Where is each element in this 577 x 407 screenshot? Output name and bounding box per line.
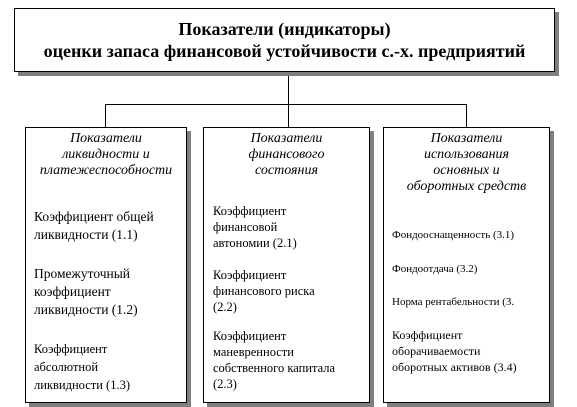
column-title-line: Показатели <box>430 131 503 146</box>
indicator-text: финансовой <box>213 220 278 234</box>
column-title-line: использования <box>423 147 510 162</box>
indicator-text: (2.2) <box>213 300 237 314</box>
column-asset-usage <box>383 127 550 403</box>
column-title-line: основных и <box>433 163 500 178</box>
indicator-text: Коэффициент <box>213 329 287 343</box>
column-title-line: финансового <box>248 147 325 162</box>
column-title <box>384 131 549 195</box>
indicator-3-2 <box>392 262 477 276</box>
indicator-text: оборачиваемости <box>392 344 481 358</box>
indicator-text: ликвидности (1.3) <box>34 378 130 392</box>
column-financial-state <box>203 127 370 403</box>
indicator-text: Фондоотдача (3.2) <box>392 263 478 275</box>
title-box <box>14 8 555 72</box>
indicator-3-4 <box>392 327 517 375</box>
indicator-text: автономии (2.1) <box>213 236 297 250</box>
indicator-text: Коэффициент <box>34 342 108 356</box>
indicator-3-1 <box>392 228 514 242</box>
indicator-text: Коэффициент <box>213 204 287 218</box>
indicator-text: ликвидности (1.1) <box>34 227 138 242</box>
indicator-2-1 <box>213 203 297 251</box>
connector-drop-2 <box>288 104 289 127</box>
column-title <box>26 131 186 179</box>
indicator-text: Коэффициент <box>213 268 287 282</box>
indicator-2-3 <box>213 328 335 392</box>
indicator-text: (2.3) <box>213 377 237 391</box>
column-title-line: состояния <box>255 163 318 178</box>
connector-drop-1 <box>105 104 106 127</box>
indicator-1-1 <box>34 208 154 244</box>
indicator-text: коэффициент <box>34 284 111 299</box>
connector-trunk <box>288 75 289 105</box>
indicator-3-3 <box>392 295 514 309</box>
indicator-1-2 <box>34 265 138 319</box>
column-title-line: ликвидности и <box>62 147 150 162</box>
indicator-text: Коэффициент общей <box>34 209 154 224</box>
title-line-2: оценки запаса финансовой устойчивости с.-х. предприятий <box>43 41 526 61</box>
column-title-line: платежеспособности <box>39 163 173 178</box>
indicator-1-3 <box>34 340 130 394</box>
indicator-text: ликвидности (1.2) <box>34 302 138 317</box>
connector-drop-3 <box>466 104 467 127</box>
indicator-text: собственного капитала <box>213 361 336 375</box>
indicator-text: Норма рентабельности (3. <box>392 296 515 308</box>
column-liquidity <box>25 127 187 403</box>
column-title-line: Показатели <box>70 131 142 146</box>
indicator-2-2 <box>213 267 315 315</box>
indicator-text: оборотных активов (3.4) <box>392 360 517 374</box>
indicator-text: Промежуточный <box>34 266 131 281</box>
column-title-line: оборотных средств <box>406 179 527 194</box>
indicator-text: Коэффициент <box>392 328 463 342</box>
column-title-line: Показатели <box>250 131 323 146</box>
indicator-text: Фондооснащенность (3.1) <box>392 229 515 241</box>
column-title <box>204 131 369 179</box>
indicator-text: финансового риска <box>213 284 315 298</box>
connector-horizontal <box>105 104 467 105</box>
indicator-text: абсолютной <box>34 360 99 374</box>
indicator-text: маневренности <box>213 345 294 359</box>
title-line-1: Показатели (индикаторы) <box>178 19 391 39</box>
